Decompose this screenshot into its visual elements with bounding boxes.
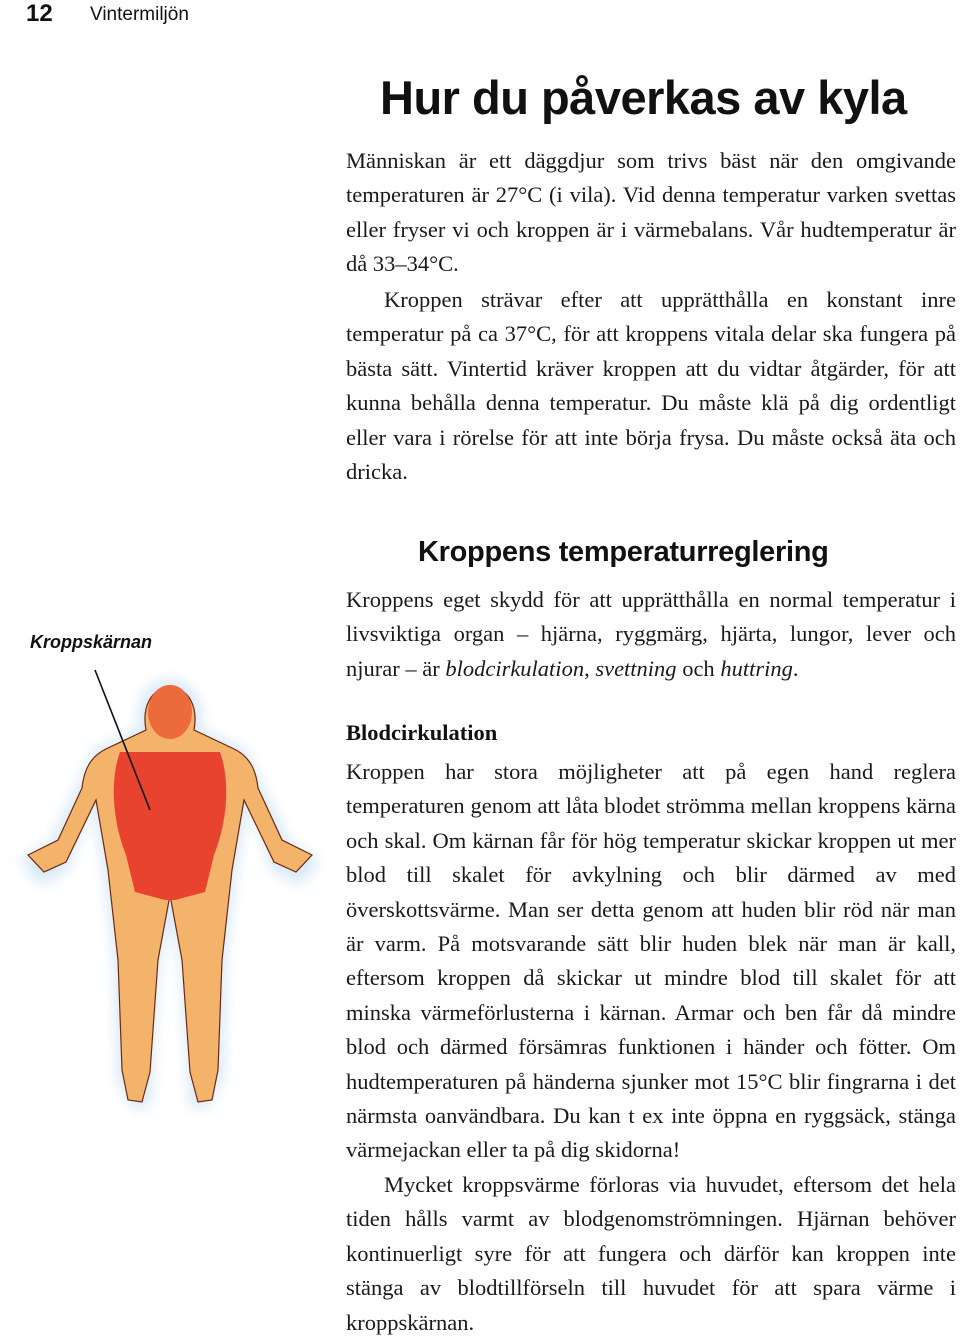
running-header: Vintermiljön [90,4,189,25]
term-huttring: huttring [720,655,793,681]
text-run: Kroppens eget skydd för att upprätthålla en normal temperatur i livsviktiga organ – hjärna, ryggmärg, hjärta, lungor, lever och njurar – är [346,587,956,681]
intro-paragraph-1: Människan är ett däggdjur som trivs bäst när den omgivande temperaturen är 27°C (i vila). Vid denna temperatur varken svettas eller fryser vi och kroppen är i värmebalans. Vår hudtemperatur är då 33–34°C. [346,148,956,277]
subheading-blodcirkulation: Blodcirkulation [346,720,498,745]
body-core-illustration [0,660,340,1130]
body-paragraph-regulation [346,583,956,686]
figure-label: Kroppskärnan [30,632,153,652]
body-paragraph-circulation: Kroppen har stora möjligheter att på egen hand reglera temperaturen genom att låta blodet strömma mellan kroppens kärna och skal. Om kärnan får för hög temperatur skickar kroppen ut mer blod till skalet för avkylning och blir därmed av med överskottsvärme. Man ser detta genom att huden blir röd när man är varm. På motsvarande sätt blir huden blek när man är kall, eftersom kroppen då skickar ut mindre blod till skalet för att minska värmeförlusterna i kärnan. Armar och ben får då mindre blod och därmed försämras funktionen i händer och fötter. Om hudtemperaturen på händerna sjunker mot 15°C blir fingrarna i det närmsta oanvändbara. Du kan t ex inte öppna en ryggsäck, stänga värmejackan eller ta på dig skidorna! [346,759,956,1163]
text-run: , [584,655,596,681]
section-subtitle: Kroppens temperaturreglering [418,536,829,568]
page-title: Hur du påverkas av kyla [380,71,907,124]
term-blodcirkulation: blodcirkulation [445,655,585,681]
intro-paragraph-2: Kroppen strävar efter att upprätthålla en konstant inre temperatur på ca 37°C, för att kroppens vitala delar ska fungera på bästa sätt. Vintertid kräver kroppen att du vidtar åtgärder, för att kunna behålla denna temperatur. Du måste klä på dig ordentligt eller vara i rörelse för att inte börja frysa. Du måste också äta och dricka. [346,287,956,485]
text-run: och [676,655,721,681]
body-paragraph-head-heat: Mycket kroppsvärme förloras via huvudet, eftersom det hela tiden hålls varmt av blodgenomströmningen. Hjärnan behöver kontinuerligt syre för att fungera och därför kan kroppen inte stänga av blodtillförseln till huvudet för att spara värme i kroppskärnan. [346,1172,956,1335]
term-svettning: svettning [595,655,677,681]
text-run: . [792,655,799,681]
body-core [114,685,227,900]
page-number: 12 [26,0,53,27]
